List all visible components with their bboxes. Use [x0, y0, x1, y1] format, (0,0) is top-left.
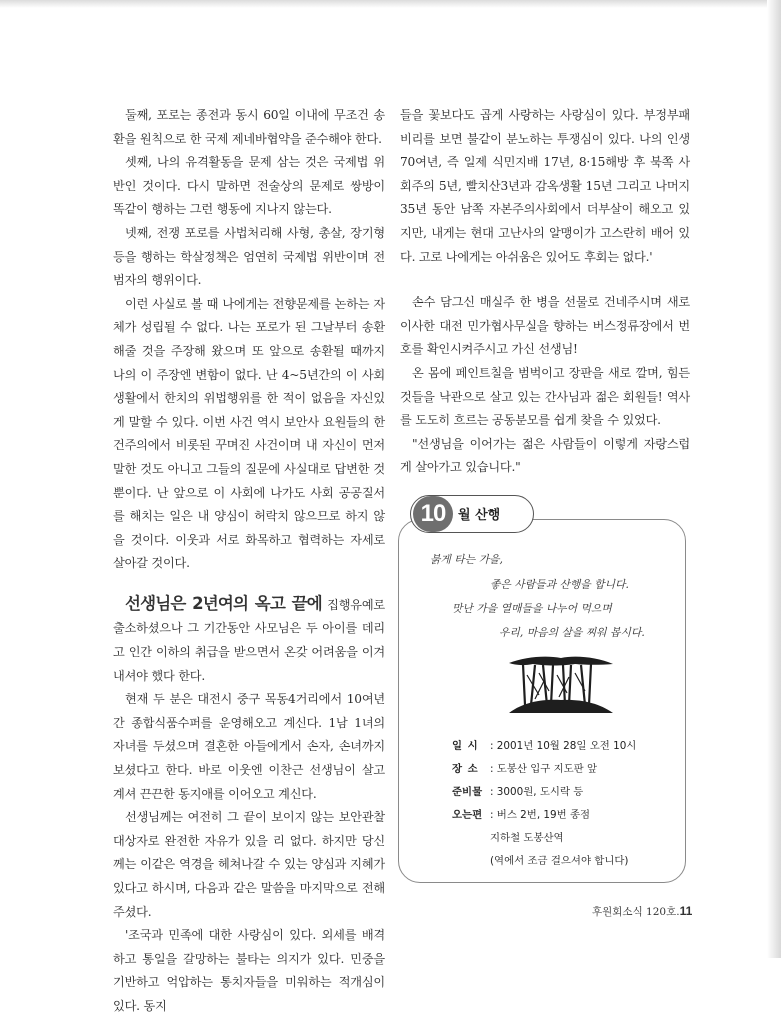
poem-line-2: 좋은 사람들과 산행을 합니다. — [490, 578, 629, 591]
left-paragraph-1: 둘째, 포로는 종전과 동시 60일 이내에 무조건 송환을 원칙으로 한 국제 제네바협약을 준수해야 한다. — [113, 108, 385, 146]
mountain-tree-illustration — [505, 655, 617, 715]
poem-line-3: 맛난 가을 열매들을 나누어 먹으며 — [452, 602, 612, 615]
left-paragraph-4: 이런 사실로 볼 때 나에게는 전향문제를 논하는 자체가 성립될 수 없다. 나는 포로가 된 그날부터 송환해줄 것을 주장해 왔으며 또 앞으로 송환될 때까지 나의 이 주장엔 변함이 없다. 난 4~5년간의 이 사회 생활에서 한치의 위법행위를 한 적이 없음을 자신있게 말할 수 있다. 이번 사건 역시 보안사 요원들의 한건주의에서 비롯된 꾸며진 사건이며 내 자신이 먼저 말한 것도 아니고 그들의 질문에 사실대로 답변한 것뿐이다. 난 앞으로 이 사회에 나가도 사회 공공질서를 해치는 일은 내 양심이 허락치 않으므로 하지 않을 것이다. 이웃과 서로 화목하고 협력하는 자세로 살아갈 것이다. — [113, 296, 385, 571]
right-paragraph-3: 온 몸에 페인트칠을 범벅이고 장판을 새로 깔며, 힘든 것들을 낙관으로 살고 있는 간사님과 젊은 회원들! 역사를 도도히 흐르는 공동분모를 쉽게 찾을 수 있었다. — [400, 365, 690, 428]
detail-directions-subway: 지하철 도봉산역 — [490, 832, 564, 844]
hike-title: 월 산행 — [458, 508, 501, 523]
left-column — [113, 104, 385, 1019]
left-paragraph-3: 넷째, 전쟁 포로를 사법처리해 사형, 총살, 장기형 등을 행하는 학살정책은 엄연히 국제법 위반이며 전범자의 행위이다. — [113, 225, 385, 288]
right-column — [400, 104, 690, 480]
detail-directions-label: 오는편 — [452, 809, 483, 821]
left-paragraph-7: '조국과 민족에 대한 사랑심이 있다. 외세를 배격하고 통일을 갈망하는 불타는 의지가 있다. 민중을 기반하고 억압하는 통치자들을 미워하는 적개심이 있다. 동지 — [113, 928, 385, 1013]
right-paragraph-4: "선생님을 이어가는 젊은 사람들이 이렇게 자랑스럽게 살아가고 있습니다." — [400, 436, 690, 475]
detail-directions-bus: : 버스 2번, 19번 종점 — [490, 809, 591, 821]
section-heading: 선생님은 2년여의 옥고 끝에 — [125, 593, 322, 613]
detail-date — [452, 737, 636, 752]
right-paragraph-1: 들을 꽃보다도 곱게 사랑하는 사랑심이 있다. 부정부패비리를 보면 불같이 분노하는 투쟁심이 있다. 나의 인생 70여년, 즉 일제 식민지배 17년, 8·15해방 후 북쪽 사회주의 5년, 빨치산3년과 감옥생활 15년 그리고 나머지 35년 동안 남쪽 자본주의사회에서 더부살이 해오고 있지만, 내게는 현대 고난사의 알맹이가 고스란히 배어 있다. 고로 나에게는 아쉬움은 있어도 후회는 없다.' — [400, 108, 690, 264]
section-lead-text: 집행유예로 출소하셨으나 그 기간동안 사모님은 두 아이를 데리고 인간 이하의 취급을 받으면서 온갖 어려움을 이겨내셔야 했다 한다. — [113, 597, 386, 683]
detail-place-label: 장 소 — [452, 763, 479, 775]
footer-label: 후원회소식 120호. — [592, 906, 680, 918]
detail-date-value: : 2001년 10월 28일 오전 10시 — [490, 740, 637, 752]
left-paragraph-2: 셋째, 나의 유격활동을 문제 삼는 것은 국제법 위반인 것이다. 다시 말하면 전술상의 문제로 쌍방이 똑같이 행하는 그런 행동에 지나지 않는다. — [113, 155, 385, 217]
detail-supplies — [452, 783, 583, 798]
detail-directions-note: (역에서 조금 걸으셔야 합니다) — [490, 855, 629, 867]
poem-line-1: 붉게 타는 가을, — [430, 553, 503, 566]
detail-place-value: : 도봉산 입구 지도판 앞 — [490, 763, 598, 775]
hike-month-number: 10 — [413, 496, 453, 532]
detail-supplies-label: 준비물 — [452, 786, 483, 798]
detail-place — [452, 760, 597, 775]
page-footer — [592, 904, 692, 919]
poem-line-4: 우리, 마음의 살을 찌워 봅시다. — [499, 626, 645, 639]
page-right-edge — [767, 0, 781, 958]
right-paragraph-2: 손수 담그신 매실주 한 병을 선물로 건네주시며 새로이사한 대전 민가협사무실을 향하는 버스정류장에서 번호를 확인시켜주시고 가신 선생님! — [400, 295, 690, 357]
left-paragraph-6: 선생님께는 여전히 그 끝이 보이지 않는 보안관찰 대상자로 완전한 자유가 있을 리 없다. 하지만 당신께는 이같은 역경을 헤쳐나갈 수 있는 양심과 지혜가 있다고 하시며, 다음과 같은 말씀을 마지막으로 전해주셨다. — [113, 810, 385, 919]
detail-date-label: 일 시 — [452, 740, 479, 752]
detail-directions — [452, 806, 590, 821]
page-top-edge — [0, 0, 781, 8]
detail-supplies-value: : 3000원, 도시락 등 — [490, 786, 584, 798]
left-paragraph-5: 현재 두 분은 대전시 중구 목동4거리에서 10여년 간 종합식품수퍼를 운영해오고 계신다. 1남 1녀의 자녀를 두셨으며 결혼한 아들에게서 손자, 손녀까지 보셨다고 한다. 바로 이웃엔 이찬근 선생님이 살고 계셔 끈끈한 동지애를 이어오고 계신다. — [113, 692, 385, 801]
page-number: 11 — [679, 904, 693, 918]
section-lead-paragraph — [113, 592, 385, 688]
